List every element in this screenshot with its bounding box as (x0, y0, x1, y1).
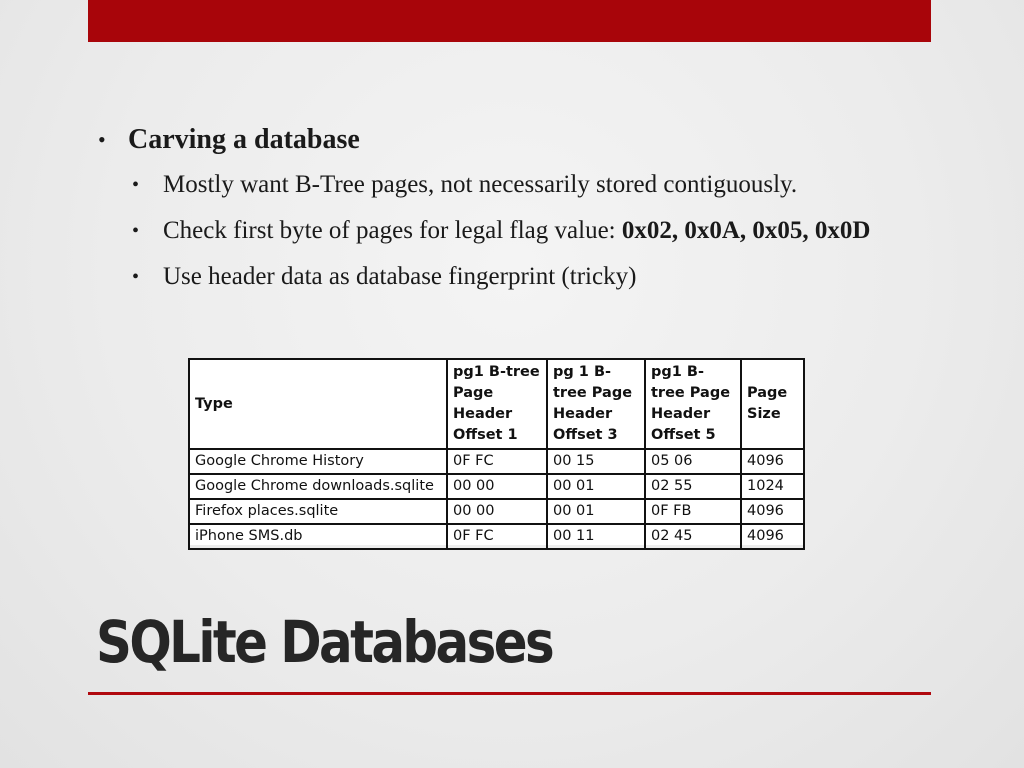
table-cell: 00 01 (547, 499, 645, 524)
table-cell: 0F FC (447, 524, 547, 549)
top-accent-bar (88, 0, 931, 42)
table-cell: 00 01 (547, 474, 645, 499)
table-cell: 02 55 (645, 474, 741, 499)
column-header-type: Type (189, 359, 447, 449)
fingerprint-table-container (188, 358, 803, 545)
table-cell: 02 45 (645, 524, 741, 549)
bullet-dot-icon: • (98, 127, 106, 152)
table-cell: 1024 (741, 474, 804, 499)
table-row (189, 449, 804, 474)
table-cell: Google Chrome History (189, 449, 447, 474)
table-cell: 00 11 (547, 524, 645, 549)
table-cell: iPhone SMS.db (189, 524, 447, 549)
table-cell: Google Chrome downloads.sqlite (189, 474, 447, 499)
column-header-page-size: Page Size (741, 359, 804, 449)
table-cell: 4096 (741, 524, 804, 549)
table-header-row (189, 359, 804, 449)
column-header-offset-1: pg1 B-tree Page Header Offset 1 (447, 359, 547, 449)
table-cell: Firefox places.sqlite (189, 499, 447, 524)
table-row (189, 474, 804, 499)
flag-values: 0x02, 0x0A, 0x05, 0x0D (621, 217, 871, 244)
table-cell: 05 06 (645, 449, 741, 474)
table-cell: 00 00 (447, 474, 547, 499)
sub-bullet-3 (96, 258, 983, 296)
table-row (189, 524, 804, 549)
table-cell: 4096 (741, 499, 804, 524)
column-header-offset-3: pg 1 B-tree Page Header Offset 3 (547, 359, 645, 449)
sub-bullet-1 (96, 166, 983, 204)
table-cell: 4096 (741, 449, 804, 474)
slide-body (96, 120, 976, 304)
sub-bullet-1-text: Mostly want B-Tree pages, not necessarily stored contiguously. (163, 171, 798, 198)
bullet-dot-icon: • (132, 174, 140, 196)
table-row (189, 499, 804, 524)
sub-bullet-3-text: Use header data as database fingerprint (tricky) (163, 263, 637, 290)
fingerprint-table (188, 358, 805, 550)
table-cell: 00 15 (547, 449, 645, 474)
table-cell: 0F FC (447, 449, 547, 474)
title-underline (88, 692, 931, 695)
sub-bullet-2 (96, 212, 983, 250)
sub-bullet-2-text: Check first byte of pages for legal flag value: (163, 217, 622, 244)
bullet-main-text: Carving a database (128, 124, 360, 155)
slide-title: SQLite Databases (96, 608, 553, 676)
bullet-dot-icon: • (132, 220, 140, 242)
table-cell: 0F FB (645, 499, 741, 524)
table-cell: 00 00 (447, 499, 547, 524)
bullet-dot-icon: • (132, 266, 140, 288)
bullet-main (96, 120, 976, 160)
column-header-offset-5: pg1 B-tree Page Header Offset 5 (645, 359, 741, 449)
